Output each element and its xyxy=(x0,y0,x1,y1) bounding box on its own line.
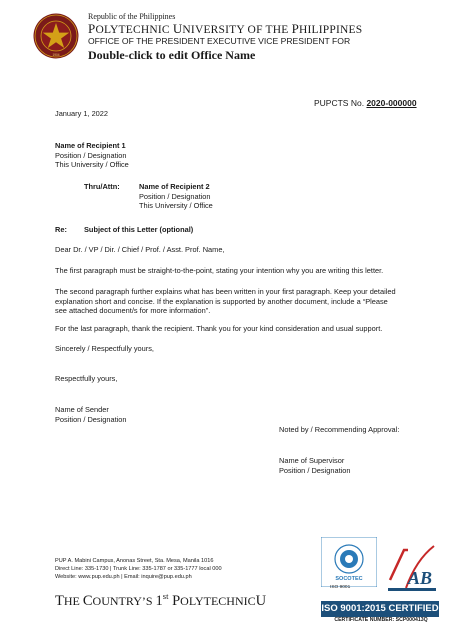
sender-name: Name of Sender xyxy=(55,405,109,414)
recipient-2-office: This University / Office xyxy=(139,201,213,211)
supervisor-name: Name of Supervisor xyxy=(279,456,345,465)
noted-by-label: Noted by / Recommending Approval: xyxy=(279,425,400,434)
sender-block xyxy=(55,405,127,424)
reference-number: PUPCTS No. 2020-000000 xyxy=(314,98,417,108)
paragraph-2: The second paragraph further explains what has been written in your first paragraph. Keep your detailed explanation short and concise. If the explanation is supported by another document, include a “Please see attached document/s for more information”. xyxy=(55,287,396,316)
paragraph-3: For the last paragraph, thank the recipient. Thank you for your kind consideration and usual support. xyxy=(55,324,383,333)
recipient-2-block xyxy=(139,182,213,211)
closing-line-2: Respectfully yours, xyxy=(55,374,118,383)
re-label: Re: xyxy=(55,225,67,234)
office-name-field[interactable]: Double-click to edit Office Name xyxy=(88,48,256,62)
footer-web: Website: www.pup.edu.ph | Email: inquire@pup.edu.ph xyxy=(55,574,192,581)
iso-small-label: ISO 9001 xyxy=(330,585,351,590)
ab-mark: AB xyxy=(408,568,433,588)
paragraph-1: The first paragraph must be straight-to-the-point, stating your intention why you are writing this letter. xyxy=(55,266,384,275)
footer-address: PUP A. Mabini Campus, Anonas Street, Sta. Mesa, Manila 1016 xyxy=(55,558,214,564)
certificate-number: CERTIFICATE NUMBER: SCP000413Q xyxy=(334,617,428,623)
salutation: Dear Dr. / VP / Dir. / Chief / Prof. / Asst. Prof. Name, xyxy=(55,245,225,254)
sender-position: Position / Designation xyxy=(55,414,127,424)
recipient-2-name: Name of Recipient 2 xyxy=(139,182,210,191)
recipient-1-block xyxy=(55,141,129,170)
recipient-1-name: Name of Recipient 1 xyxy=(55,141,126,150)
supervisor-block xyxy=(279,456,351,475)
footer-contact xyxy=(55,557,222,582)
seal-year: 1904 xyxy=(52,53,60,57)
ab-accreditation-logo xyxy=(386,540,438,596)
letter-date: January 1, 2022 xyxy=(55,109,109,118)
university-name: POLYTECHNIC UNIVERSITY OF THE PHILIPPINES xyxy=(88,21,363,36)
tagline: THE COUNTRY’S 1st POLYTECHNICU xyxy=(55,591,267,609)
socotec-label: SOCOTEC xyxy=(335,576,363,582)
recipient-1-position: Position / Designation xyxy=(55,150,127,160)
university-seal-logo xyxy=(33,13,79,59)
thru-label: Thru/Attn: xyxy=(84,182,120,191)
iso-certified-banner: ISO 9001:2015 CERTIFIED xyxy=(321,601,439,617)
supervisor-position: Position / Designation xyxy=(279,465,351,475)
footer-phone: Direct Line: 335-1730 | Trunk Line: 335-1787 or 335-1777 local 000 xyxy=(55,566,222,573)
closing-line: Sincerely / Respectfully yours, xyxy=(55,344,154,353)
recipient-2-position: Position / Designation xyxy=(139,191,211,201)
republic-text: Republic of the Philippines xyxy=(88,12,176,21)
office-line: OFFICE OF THE PRESIDENT EXECUTIVE VICE PRESIDENT FOR xyxy=(88,36,351,46)
subject-line: Subject of this Letter (optional) xyxy=(84,225,194,234)
recipient-1-office: This University / Office xyxy=(55,160,129,170)
